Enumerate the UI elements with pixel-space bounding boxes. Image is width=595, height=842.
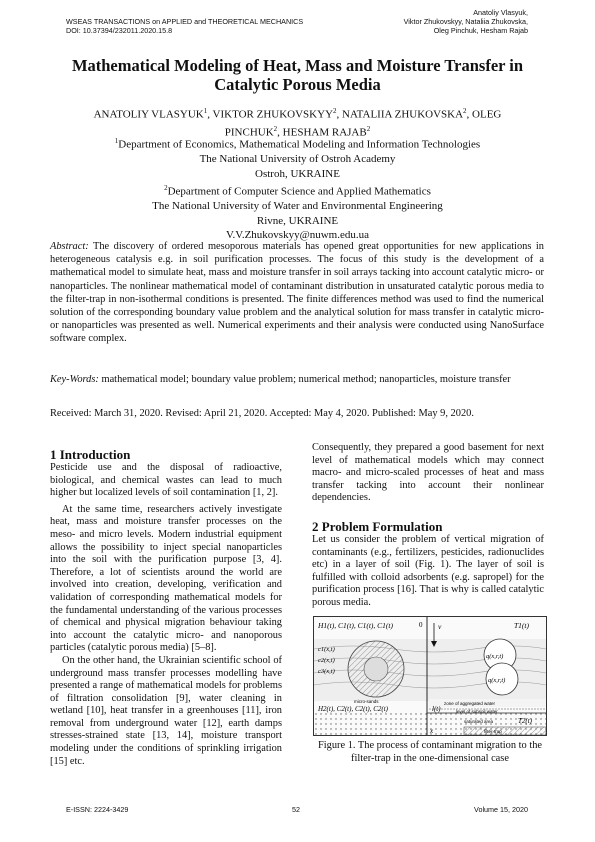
keywords <box>50 373 544 386</box>
label-h1: H1(t), C1(t), C1(t), C1(t) <box>318 621 393 630</box>
affiliations <box>50 134 545 243</box>
label-origin: 0 <box>419 621 423 629</box>
label-q1: q(x,r,t) <box>486 653 504 660</box>
label-x-axis: x <box>430 727 434 735</box>
author-1-sup: 1 <box>203 107 208 115</box>
right-paragraph-2: Let us consider the problem of vertical migration of contaminants (e.g., fertilizers, pesticides, radionuclides etc) in a layer of soil (Fig. 1). The layer of soil is fulfilled with colloid adsorbents (e.g. sapropel) for the purification process [16]. That is why is called catalytic porous media. <box>312 533 544 608</box>
affil-2-sup: 2 <box>164 184 168 193</box>
author-4b-sup: 2 <box>273 125 278 134</box>
label-h2: H2(t), C2(t), C2(t), C2(t) <box>318 705 388 713</box>
label-v: v <box>438 622 442 631</box>
abstract <box>50 240 544 346</box>
filter-trap <box>464 727 546 735</box>
figure-1-diagram <box>314 617 546 735</box>
author-2: , VIKTOR ZHUKOVSKYY <box>207 108 334 121</box>
email[interactable]: V.V.Zhukovskyy@nuwm.edu.ua <box>226 229 369 242</box>
affil-1-sup: 1 <box>114 137 119 145</box>
header-authors-2: Viktor Zhukovskyy, Nataliia Zhukovska, <box>403 17 528 26</box>
section-2-heading: 2 Problem Formulation <box>312 518 443 534</box>
label-c3: c3(x,t) <box>318 668 335 675</box>
author-2-sup: 2 <box>333 107 337 115</box>
figure-1 <box>313 616 547 736</box>
label-saturated: saturated area <box>464 719 494 724</box>
keywords-text: mathematical model; boundary value problem; numerical method; nanoparticles, moisture transfer <box>101 374 511 385</box>
abstract-label: Abstract: <box>50 241 89 252</box>
footer-page-number: 52 <box>292 805 300 814</box>
footer-volume: Volume 15, 2020 <box>474 805 528 814</box>
label-c1: c1(x,t) <box>318 646 335 653</box>
label-t2: T2(t) <box>518 717 532 725</box>
right-paragraph-1: Consequently, they prepared a good basement for next level of mathematical models which may connect macro- and micro-scaled processes of heat and mass transfer tacking into account their nonlinear dependencies. <box>312 442 544 504</box>
footer-issn: E-ISSN: 2224-3429 <box>66 805 129 814</box>
affil-2-dept: Department of Computer Science and Applied Mathematics <box>167 185 431 198</box>
intro-paragraph-3: On the other hand, the Ukrainian scientific school of underground mass transfer processes modelling have presented a range of mathematical models for problems of filtration consolidation [9], water cleaning in wetland [10], heat transfer in a greenhouses [11], iron removal from underground water [12], earth damps stresses-strained state [13, 14], moisture transport modeling under the conditions of sprinkling irrigation [15] etc. <box>50 654 282 767</box>
author-5-sup: 2 <box>366 125 371 134</box>
keywords-label: Key-Words: <box>50 374 99 385</box>
header-authors-1: Anatoliy Vlasyuk, <box>473 8 528 17</box>
abstract-text: The discovery of ordered mesoporous materials has opened great opportunities for new applications in heterogeneous catalysis e.g. in soil purification processes. The focus of this study is the development of a mathematical model to simulate heat, mass and moisture transfer in soil arrays tacking into account catalytic micro- or nanoparticles. The nonlinear mathematical model of contaminant distribution in unsaturated catalytic porous media to the filter-trap in non-isothermal conditions is presented. The finite differences method was used to find the numerical solution of the corresponding boundary value problem and the analytical solution for mass transfer in catalytic micro- or nanoparticles was presented as well. Numerical experiments and their analysis were conducted using NanoSurface software complex. <box>50 241 544 345</box>
label-subsoil-level: level of subsoil water <box>456 709 498 714</box>
author-3: , NATALIIA ZHUKOVSKA <box>336 108 464 121</box>
label-c2: c2(x,t) <box>318 657 335 664</box>
header-authors-3: Oleg Pinchuk, Hesham Rajab <box>433 26 528 35</box>
author-4b: PINCHUK <box>224 126 274 139</box>
figure-1-caption: Figure 1. The process of contaminant migration to the filter-trap in the one-dimensional case <box>317 740 543 764</box>
label-q2: q(x,r,t) <box>488 677 506 684</box>
title-line-1: Mathematical Modeling of Heat, Mass and Moisture Transfer in <box>71 56 524 75</box>
label-t1: T1(t) <box>514 621 529 630</box>
author-1: ANATOLIY VLASYUK <box>93 108 204 121</box>
label-l: l(t) <box>432 705 441 713</box>
affil-2-city: Rivne, UKRAINE <box>256 214 339 227</box>
journal-name: WSEAS TRANSACTIONS on APPLIED and THEORETICAL MECHANICS <box>66 17 304 26</box>
intro-paragraph-2: At the same time, researchers actively investigate heat, mass and moisture transfer processes on the meso- and micro levels. Modern industrial equipment allows the possibility to inject special nanoparticles into the soil with the purification purpose [3, 4]. Therefore, a lot of scientists around the world are involved into creation, developing, verification and validation of corresponding mathematical models for the fundamental understanding of the various processes of chemical and physical migration behaviour taking into account the catalytic micro- and nanoporous particles (catalytic porous media) [5–8]. <box>50 503 282 654</box>
title-line-2: Catalytic Porous Media <box>214 75 381 94</box>
section-1-heading: 1 Introduction <box>50 447 131 462</box>
label-micro-sands: micro-sands <box>354 699 379 704</box>
paper-title <box>50 56 545 94</box>
affil-1-univ: The National University of Ostroh Academy <box>199 153 396 166</box>
publication-dates: Received: March 31, 2020. Revised: April 21, 2020. Accepted: May 4, 2020. Published: May 9, 2020. <box>50 408 474 419</box>
left-column <box>50 447 282 768</box>
doi: DOI: 10.37394/232011.2020.15.8 <box>66 26 173 35</box>
affil-2-univ: The National University of Water and Environmental Engineering <box>152 200 443 213</box>
affil-1-city: Ostroh, UKRAINE <box>255 167 340 180</box>
particle-core <box>364 657 388 681</box>
author-3-sup: 2 <box>463 107 467 115</box>
label-filter-trap: filter-trap <box>484 729 502 734</box>
author-4: , OLEG <box>466 108 502 121</box>
intro-paragraph-1: Pesticide use and the disposal of radioactive, biological, and chemical wastes can lead to much higher but localized levels of soil contamination [1, 2]. <box>50 462 282 499</box>
label-aggregated-zone: zone of aggregated water <box>444 701 496 706</box>
affil-1-dept: Department of Economics, Mathematical Modeling and Information Technologies <box>118 138 481 151</box>
author-5: , HESHAM RAJAB <box>277 126 367 139</box>
right-column <box>312 442 544 610</box>
